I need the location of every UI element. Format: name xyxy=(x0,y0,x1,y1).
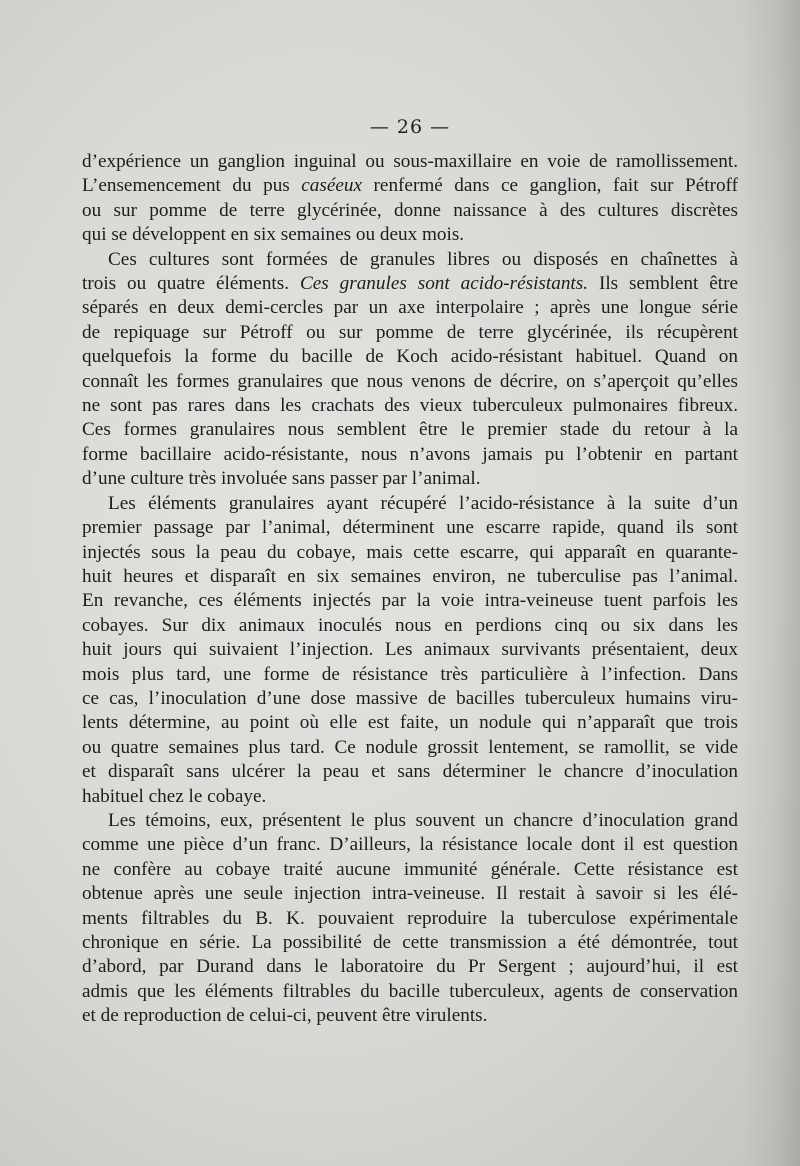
text-line: ce cas, l’inoculation d’une dose massive de bacilles tuberculeux humains viru- xyxy=(82,687,738,709)
text-line: d’expérience un ganglion inguinal ou sous-maxillaire en voie de ramollissement. xyxy=(82,151,738,172)
text-line: premier passage par l’animal, déterminent une escarre rapide, quand ils sont xyxy=(82,517,738,539)
text-line: Ces cultures sont formées de granules libres ou disposés en chaînettes à xyxy=(108,248,738,270)
text-line: ou sur pomme de terre glycérinée, donne naissance à des cultures discrètes xyxy=(82,199,738,221)
paragraph-2 xyxy=(82,248,738,492)
text-line: trois ou quatre éléments. Ces granules sont acido-résistants. Ils semblent être xyxy=(82,273,739,295)
text-line: En revanche, ces éléments injectés par la voie intra-veineuse tuent parfois les xyxy=(82,590,738,612)
text-line: qui se développent en six semaines ou deux mois. xyxy=(82,224,465,246)
text-line: d’abord, par Durand dans le laboratoire du Pr Sergent ; aujourd’hui, il est xyxy=(82,956,738,978)
text-line: obtenue après une seule injection intra-veineuse. Il restait à savoir si les élé- xyxy=(82,883,738,905)
text-line: lents détermine, au point où elle est faite, un nodule qui n’apparaît que trois xyxy=(82,712,738,734)
text-line: cobayes. Sur dix animaux inoculés nous en perdions cinq ou six dans les xyxy=(82,614,738,636)
text-line: séparés en deux demi-cercles par un axe interpolaire ; après une longue série xyxy=(82,297,738,319)
text-line: quelquefois la forme du bacille de Koch acido-résistant habituel. Quand on xyxy=(82,346,738,368)
text-line: Les éléments granulaires ayant récupéré l’acido-résistance à la suite d’un xyxy=(108,492,738,514)
paragraph-3 xyxy=(82,492,738,809)
text-line: connaît les formes granulaires que nous venons de décrire, on s’aperçoit qu’elles xyxy=(82,370,738,392)
text-line: ou quatre semaines plus tard. Ce nodule grossit lentement, se ramollit, se vide xyxy=(82,736,738,758)
text-line: chronique en série. La possibilité de cette transmission a été démontrée, tout xyxy=(82,932,738,953)
text-line: et disparaît sans ulcérer la peau et sans déterminer le chancre d’inoculation xyxy=(82,761,738,783)
text-line: forme bacillaire acido-résistante, nous n’avons jamais pu l’obtenir en partant xyxy=(82,443,738,465)
text-line: huit heures et disparaît en six semaines environ, ne tuberculise pas l’animal. xyxy=(82,565,738,587)
text-line: Les témoins, eux, présentent le plus souvent un chancre d’inoculation grand xyxy=(108,809,738,831)
page-number: — 26 — xyxy=(369,116,451,138)
text-line: habituel chez le cobaye. xyxy=(82,785,267,807)
paragraph-1 xyxy=(82,150,738,248)
text-line: comme une pièce d’un franc. D’ailleurs, la résistance locale dont il est question xyxy=(82,834,738,856)
text-line: de repiquage sur Pétroff ou sur pomme de terre glycérinée, ils récupèrent xyxy=(82,321,738,343)
text-line: ments filtrables du B. K. pouvaient reproduire la tuberculose expérimentale xyxy=(82,907,738,929)
text-line: et de reproduction de celui-ci, peuvent être virulents. xyxy=(82,1005,488,1027)
paragraph-4 xyxy=(82,809,738,1029)
text-line: huit jours qui suivaient l’injection. Les animaux survivants présentaient, deux xyxy=(82,639,738,661)
text-line: L’ensemencement du pus caséeux renfermé dans ce ganglion, fait sur Pétroff xyxy=(82,175,738,197)
text-line: Ces formes granulaires nous semblent être le premier stade du retour à la xyxy=(82,419,738,441)
text-line: admis que les éléments filtrables du bacille tuberculeux, agents de conservation xyxy=(82,980,738,1002)
text-line: d’une culture très involuée sans passer par l’animal. xyxy=(82,468,481,490)
body-text xyxy=(82,150,738,1029)
text-line: injectés sous la peau du cobaye, mais cette escarre, qui apparaît en quarante- xyxy=(82,541,738,563)
page-edge-shadow xyxy=(740,0,800,1166)
text-line: ne confère au cobaye traité aucune immunité générale. Cette résistance est xyxy=(82,858,738,880)
text-line: mois plus tard, une forme de résistance très particulière à l’infection. Dans xyxy=(82,663,738,685)
text-line: ne sont pas rares dans les crachats des vieux tuberculeux pulmonaires fibreux. xyxy=(82,395,738,417)
